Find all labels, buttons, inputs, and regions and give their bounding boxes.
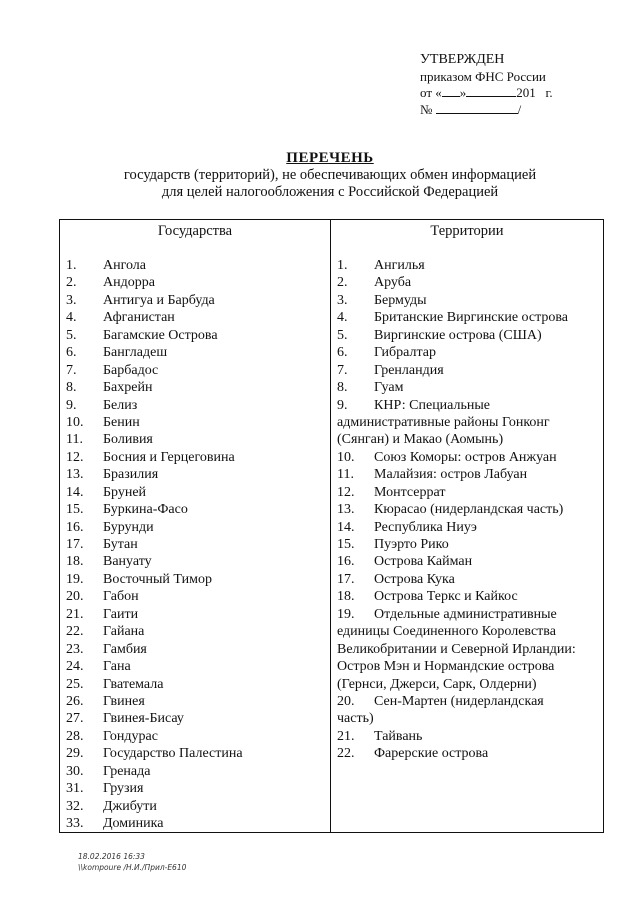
states-list — [66, 257, 326, 832]
item-number: 19. — [337, 606, 355, 622]
item-number: 1. — [337, 258, 348, 273]
item-name: Бермуды — [374, 292, 427, 308]
item-name: Фарерские острова — [374, 746, 489, 762]
item-number: 21. — [66, 606, 84, 622]
state-row — [66, 815, 326, 832]
item-name: Бразилия — [103, 467, 159, 483]
state-row — [66, 327, 326, 344]
item-name: Кюрасао (нидерландская часть) — [374, 502, 564, 518]
territory-row — [337, 379, 603, 396]
item-number: 3. — [66, 292, 77, 308]
item-number: 23. — [66, 641, 84, 657]
item-name: Острова Кайман — [374, 554, 473, 570]
number-prefix: № — [420, 101, 433, 117]
item-number: 6. — [66, 345, 77, 361]
item-number: 11. — [337, 467, 354, 483]
list-table — [59, 219, 604, 833]
state-row — [66, 676, 326, 693]
item-number: 17. — [66, 537, 84, 552]
item-name: Габон — [103, 589, 139, 605]
item-number: 28. — [66, 728, 84, 744]
item-number: 20. — [66, 589, 84, 605]
number-suffix: / — [517, 101, 522, 117]
number-blank — [436, 102, 518, 114]
territory-row — [337, 397, 603, 414]
item-name: Острова Кука — [374, 571, 455, 587]
state-row — [66, 362, 326, 379]
territory-row — [337, 728, 603, 745]
state-row — [66, 641, 326, 658]
territory-row — [337, 571, 603, 588]
item-name: Боливия — [103, 432, 153, 448]
item-number: 12. — [66, 449, 84, 465]
territory-row — [337, 501, 603, 518]
item-name: часть) — [337, 711, 374, 727]
item-name: Гамбия — [103, 641, 147, 657]
state-row — [66, 571, 326, 588]
approval-date-line — [420, 85, 620, 102]
item-name: Отдельные административные — [374, 606, 557, 622]
item-number: 9. — [337, 397, 348, 413]
item-name: Британские Виргинские острова — [374, 310, 569, 326]
state-row — [66, 780, 326, 797]
item-number: 4. — [337, 310, 348, 326]
territory-row — [337, 292, 603, 309]
state-row — [66, 501, 326, 518]
state-row — [66, 274, 326, 291]
item-name: Сен-Мартен (нидерландская — [374, 693, 544, 709]
item-name: (Сянган) и Макао (Аомынь) — [337, 432, 504, 448]
item-name: Гвинея-Бисау — [103, 711, 184, 727]
territory-row — [337, 519, 603, 536]
territory-row — [337, 414, 603, 431]
territory-row — [337, 309, 603, 326]
item-number: 18. — [337, 589, 355, 605]
territory-row — [337, 449, 603, 466]
item-name: Афганистан — [103, 310, 175, 326]
item-number: 8. — [66, 380, 77, 396]
state-row — [66, 414, 326, 431]
item-number: 19. — [66, 571, 84, 587]
state-row — [66, 693, 326, 710]
item-number: 3. — [337, 292, 348, 308]
item-number: 17. — [337, 571, 355, 587]
territory-row — [337, 693, 603, 710]
item-number: 22. — [66, 624, 84, 640]
item-name: Гибралтар — [374, 345, 437, 361]
item-number: 1. — [66, 258, 77, 273]
item-number: 16. — [66, 519, 84, 535]
item-name: Андорра — [103, 275, 155, 291]
territory-row — [337, 658, 603, 675]
date-suffix: г. — [545, 85, 553, 100]
item-name: Гаити — [103, 606, 139, 622]
state-row — [66, 710, 326, 727]
item-number: 4. — [66, 310, 77, 326]
item-number: 21. — [337, 728, 355, 744]
state-row — [66, 431, 326, 448]
item-number: 10. — [66, 414, 84, 430]
item-name: Грузия — [103, 781, 144, 797]
territory-row — [337, 484, 603, 501]
item-number: 20. — [337, 693, 355, 709]
item-name: Бутан — [103, 537, 138, 552]
state-row — [66, 606, 326, 623]
item-name: Буркина-Фасо — [103, 502, 188, 518]
state-row — [66, 379, 326, 396]
item-name: Восточный Тимор — [103, 571, 212, 587]
approval-heading: УТВЕРЖДЕН — [420, 52, 505, 67]
item-name: Гвинея — [103, 693, 145, 709]
item-number: 12. — [337, 484, 355, 500]
item-name: административные районы Гонконг — [337, 414, 550, 430]
item-name: Союз Коморы: остров Анжуан — [374, 449, 557, 465]
item-name: Гуам — [374, 380, 404, 396]
item-number: 16. — [337, 554, 355, 570]
item-name: Бангладеш — [103, 345, 168, 361]
item-number: 11. — [66, 432, 83, 448]
item-name: единицы Соединенного Королевства — [337, 624, 556, 640]
item-name: КНР: Специальные — [374, 397, 490, 413]
item-name: Босния и Герцеговина — [103, 449, 235, 465]
item-name: Гондурас — [103, 728, 158, 744]
state-row — [66, 484, 326, 501]
item-number: 7. — [66, 362, 77, 378]
territory-row — [337, 641, 603, 658]
territory-row — [337, 588, 603, 605]
item-name: Гватемала — [103, 676, 164, 692]
item-name: Бахрейн — [103, 380, 153, 396]
date-prefix: от « — [420, 85, 442, 100]
territory-row — [337, 327, 603, 344]
document-subtitle-line1: государств (территорий), не обеспечивающих обмен информацией — [123, 167, 537, 183]
item-name: Гренада — [103, 763, 151, 779]
state-row — [66, 292, 326, 309]
state-row — [66, 745, 326, 762]
item-number: 25. — [66, 676, 84, 692]
footer-timestamp: 18.02.2016 16:33 — [78, 852, 145, 861]
item-name: Джибути — [103, 798, 157, 814]
item-name: Антигуа и Барбуда — [103, 292, 215, 308]
document-footer — [78, 851, 186, 873]
state-row — [66, 553, 326, 570]
state-row — [66, 397, 326, 414]
state-row — [66, 309, 326, 326]
item-number: 24. — [66, 659, 84, 675]
territory-row — [337, 676, 603, 693]
territory-row — [337, 710, 603, 727]
item-number: 33. — [66, 816, 84, 831]
date-month-blank — [466, 85, 516, 97]
item-name: Барбадос — [103, 362, 159, 378]
item-number: 13. — [337, 502, 355, 518]
item-name: Республика Ниуэ — [374, 519, 477, 535]
approval-order-line: приказом ФНС России — [420, 68, 546, 84]
item-number: 2. — [66, 275, 77, 291]
item-number: 29. — [66, 746, 84, 762]
item-number: 32. — [66, 798, 84, 814]
item-name: Виргинские острова (США) — [374, 327, 542, 343]
item-number: 22. — [337, 746, 355, 762]
item-number: 5. — [66, 327, 77, 343]
state-row — [66, 449, 326, 466]
item-number: 6. — [337, 345, 348, 361]
state-row — [66, 623, 326, 640]
document-subtitle-line2: для целей налогообложения с Российской Федерацией — [161, 184, 499, 200]
item-number: 18. — [66, 554, 84, 570]
territory-row — [337, 606, 603, 623]
territory-row — [337, 344, 603, 361]
territory-row — [337, 431, 603, 448]
item-name: Бурунди — [103, 519, 154, 535]
territory-row — [337, 536, 603, 553]
date-year: 201 — [516, 85, 536, 100]
item-name: Государство Палестина — [103, 746, 243, 762]
item-name: Бенин — [103, 414, 140, 430]
item-name: Ангилья — [374, 258, 425, 273]
item-number: 7. — [337, 362, 348, 378]
item-number: 10. — [337, 449, 355, 465]
item-name: Вануату — [103, 554, 152, 570]
item-number: 27. — [66, 711, 84, 727]
item-name: Тайвань — [374, 728, 423, 744]
item-name: Остров Мэн и Нормандские острова — [337, 659, 555, 675]
item-number: 26. — [66, 693, 84, 709]
document-title: ПЕРЕЧЕНЬ — [286, 150, 374, 166]
state-row — [66, 519, 326, 536]
column-divider — [330, 220, 331, 832]
item-name: (Гернси, Джерси, Сарк, Олдерни) — [337, 676, 537, 692]
item-name: Острова Теркс и Кайкос — [374, 589, 518, 605]
item-name: Гайана — [103, 624, 145, 640]
footer-file-path: \\kompoure /Н.И./Прил-Е610 — [78, 863, 187, 872]
document-heading — [40, 150, 620, 201]
state-row — [66, 763, 326, 780]
item-name: Монтсеррат — [374, 484, 446, 500]
territories-list — [337, 257, 603, 763]
state-row — [66, 466, 326, 483]
item-number: 14. — [66, 484, 84, 500]
item-name: Малайзия: остров Лабуан — [374, 467, 528, 483]
item-name: Бруней — [103, 484, 147, 500]
territories-column-header: Территории — [430, 223, 504, 239]
item-number: 15. — [337, 537, 355, 552]
item-name: Доминика — [103, 816, 164, 831]
item-name: Гренландия — [374, 362, 444, 378]
item-number: 14. — [337, 519, 355, 535]
approval-stamp — [420, 52, 620, 118]
states-column-header: Государства — [157, 223, 233, 239]
item-number: 8. — [337, 380, 348, 396]
territory-row — [337, 466, 603, 483]
territory-row — [337, 623, 603, 640]
date-day-blank — [442, 85, 460, 97]
item-name: Гана — [103, 659, 131, 675]
state-row — [66, 536, 326, 553]
item-name: Великобритании и Северной Ирландии: — [337, 641, 576, 657]
item-name: Белиз — [103, 397, 138, 413]
item-name: Аруба — [374, 275, 412, 291]
territory-row — [337, 274, 603, 291]
item-number: 15. — [66, 502, 84, 518]
state-row — [66, 257, 326, 274]
item-number: 2. — [337, 275, 348, 291]
item-name: Ангола — [103, 258, 147, 273]
territory-row — [337, 257, 603, 274]
approval-number-line — [420, 102, 620, 119]
item-number: 31. — [66, 781, 84, 797]
item-number: 9. — [66, 397, 77, 413]
state-row — [66, 344, 326, 361]
state-row — [66, 728, 326, 745]
item-name: Багамские Острова — [103, 327, 218, 343]
date-mid: » — [459, 85, 467, 100]
territory-row — [337, 745, 603, 762]
item-number: 5. — [337, 327, 348, 343]
item-number: 13. — [66, 467, 84, 483]
state-row — [66, 588, 326, 605]
state-row — [66, 658, 326, 675]
territory-row — [337, 362, 603, 379]
territory-row — [337, 553, 603, 570]
item-number: 30. — [66, 763, 84, 779]
item-name: Пуэрто Рико — [374, 537, 449, 552]
state-row — [66, 798, 326, 815]
